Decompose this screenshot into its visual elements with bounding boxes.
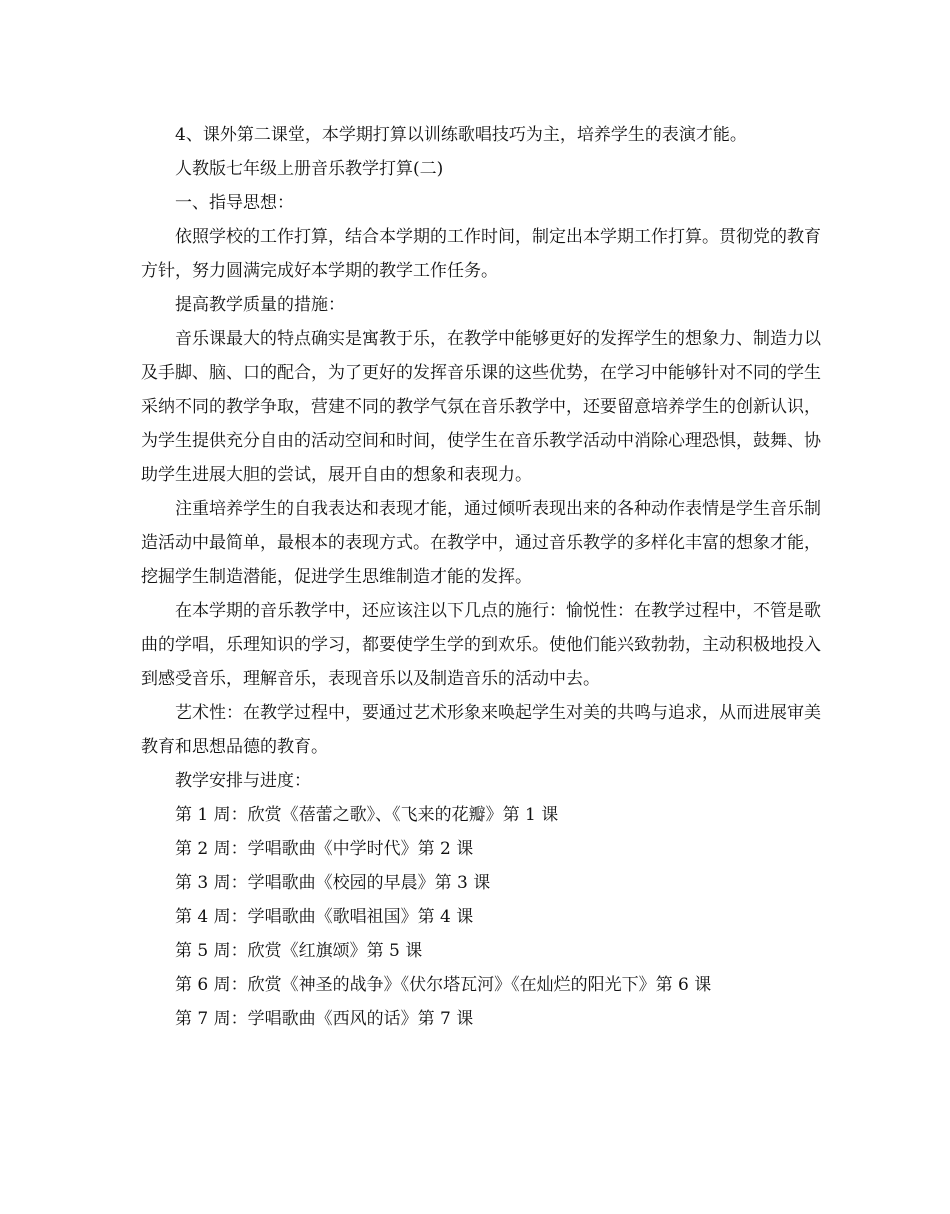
paragraph-measures-heading: 提高教学质量的措施： xyxy=(175,295,345,315)
schedule-week-4: 第 4 周：学唱歌曲《歌唱祖国》第 4 课 xyxy=(175,907,474,927)
paragraph-self-expression: 注重培养学生的自我表达和表现才能，通过倾听表现出来的各种动作表情是学生音乐制造活动中最简单，最根本的表现方式。在教学中，通过音乐教学的多样化丰富的想象才能，挖掘学生制造潜能，促进学生思维制造才能的发挥。 xyxy=(141,499,821,587)
paragraph-implementation: 在本学期的音乐教学中，还应该注以下几点的施行：愉悦性：在教学过程中，不管是歌曲的学唱，乐理知识的学习，都要使学生学的到欢乐。使他们能兴致勃勃，主动积极地投入到感受音乐，理解音乐，表现音乐以及制造音乐的活动中去。 xyxy=(141,601,821,689)
paragraph-plan-title: 人教版七年级上册音乐教学打算(二) xyxy=(175,159,444,179)
schedule-week-2: 第 2 周：学唱歌曲《中学时代》第 2 课 xyxy=(175,839,474,859)
schedule-week-7: 第 7 周：学唱歌曲《西风的话》第 7 课 xyxy=(175,1009,474,1029)
schedule-week-6: 第 6 周：欣赏《神圣的战争》《伏尔塔瓦河》《在灿烂的阳光下》第 6 课 xyxy=(175,975,712,995)
paragraph-guiding-heading: 一、指导思想： xyxy=(175,193,294,213)
paragraph-schedule-heading: 教学安排与进度： xyxy=(175,771,311,791)
schedule-week-3: 第 3 周：学唱歌曲《校园的早晨》第 3 课 xyxy=(175,873,491,893)
schedule-week-1: 第 1 周：欣赏《蓓蕾之歌》、《飞来的花瓣》第 1 课 xyxy=(175,805,559,825)
paragraph-extracurricular: 4、课外第二课堂，本学期打算以训练歌唱技巧为主，培养学生的表演才能。 xyxy=(175,125,747,145)
paragraph-guiding-thought: 依照学校的工作打算，结合本学期的工作时间，制定出本学期工作打算。贯彻党的教育方针，努力圆满完成好本学期的教学工作任务。 xyxy=(141,227,821,281)
paragraph-music-class: 音乐课最大的特点确实是寓教于乐，在教学中能够更好的发挥学生的想象力、制造力以及手脚、脑、口的配合，为了更好的发挥音乐课的这些优势，在学习中能够针对不同的学生采纳不同的教学争取，营建不同的教学气氛在音乐教学中，还要留意培养学生的创新认识，为学生提供充分自由的活动空间和时间，使学生在音乐教学活动中消除心理恐惧，鼓舞、协助学生进展大胆的尝试，展开自由的想象和表现力。 xyxy=(141,329,821,485)
schedule-week-5: 第 5 周：欣赏《红旗颂》第 5 课 xyxy=(175,941,423,961)
document-body xyxy=(141,118,821,1036)
paragraph-artistry: 艺术性：在教学过程中，要通过艺术形象来唤起学生对美的共鸣与追求，从而进展审美教育和思想品德的教育。 xyxy=(141,703,821,757)
